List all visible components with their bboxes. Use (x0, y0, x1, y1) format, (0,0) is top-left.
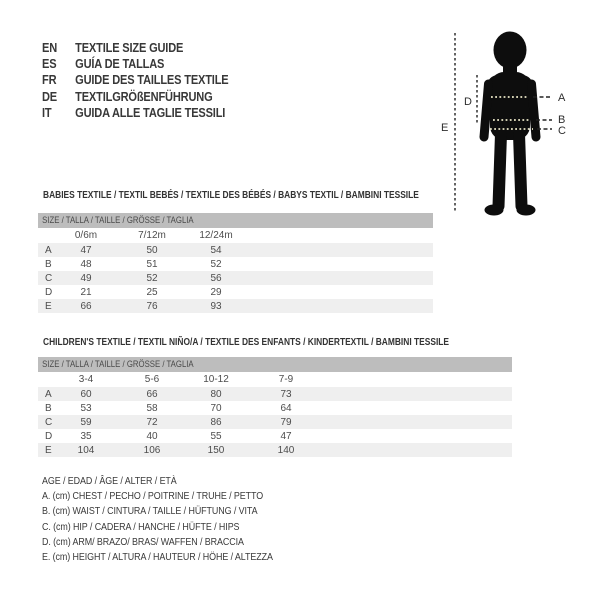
row-label: D (45, 430, 53, 442)
children-size-header-bar (38, 357, 512, 372)
lang-row-de (42, 89, 228, 105)
children-table-title: CHILDREN'S TEXTILE / TEXTIL NIÑO/A / TEXTILE DES ENFANTS / KINDERTEXTIL / BAMBINI TESSILE (43, 336, 450, 348)
language-title-list (42, 40, 228, 121)
cell: 150 (207, 444, 225, 456)
col-header: 7/12m (138, 230, 166, 241)
table-row (38, 443, 512, 457)
cell: 93 (210, 300, 222, 312)
cell: 52 (146, 272, 158, 284)
cell: 21 (80, 286, 92, 298)
row-label: A (45, 388, 52, 400)
row-label: E (45, 444, 52, 456)
legend-height-line: E. (cm) HEIGHT / ALTURA / HAUTEUR / HÖHE / ALTEZZA (42, 551, 273, 564)
left-leg (499, 134, 502, 206)
row-label: B (45, 402, 52, 414)
children-columns-row (38, 372, 512, 387)
lang-row-fr (42, 72, 228, 88)
row-label: C (45, 272, 53, 284)
table-row (38, 401, 512, 415)
right-leg (519, 134, 522, 206)
cell: 58 (146, 402, 158, 414)
cell: 59 (80, 416, 92, 428)
col-header: 7-9 (278, 374, 294, 385)
lang-row-it (42, 105, 228, 121)
cell: 66 (80, 300, 92, 312)
col-header: 12/24m (199, 230, 233, 241)
measurement-legend (42, 474, 273, 565)
left-foot (485, 205, 504, 216)
table-row (38, 387, 512, 401)
babies-table-title: BABIES TEXTILE / TEXTIL BEBÉS / TEXTILE DES BÉBÉS / BABYS TEXTIL / BAMBINI TESSILE (43, 189, 419, 201)
legend-arm-line: D. (cm) ARM/ BRAZO/ BRAS/ WAFFEN / BRACCIA (42, 535, 244, 548)
label-a: A (558, 92, 566, 104)
cell: 51 (146, 258, 158, 270)
size-header-label: SIZE / TALLA / TAILLE / GRÖSSE / TAGLIA (42, 359, 194, 370)
label-e: E (441, 122, 449, 134)
cell: 47 (80, 244, 92, 256)
children-size-table (38, 357, 512, 457)
legend-age-line: AGE / EDAD / ÂGE / ALTER / ETÀ (42, 475, 177, 487)
col-header: 5-6 (144, 374, 160, 385)
table-row (38, 429, 512, 443)
cell: 80 (210, 388, 222, 400)
babies-columns-row (38, 228, 433, 243)
lang-code: EN (42, 40, 58, 55)
cell: 40 (146, 430, 158, 442)
legend-waist-line: B. (cm) WAIST / CINTURA / TAILLE / HÜFTUNG / VITA (42, 505, 258, 518)
row-label: D (45, 286, 53, 298)
cell: 70 (210, 402, 222, 414)
babies-size-header-bar (38, 213, 433, 228)
cell: 55 (210, 430, 222, 442)
col-header: 0/6m (74, 230, 98, 241)
lang-label: GUÍA DE TALLAS (75, 56, 165, 72)
lang-code: IT (42, 104, 52, 120)
silhouette-body (484, 32, 536, 216)
cell: 50 (146, 244, 158, 256)
lang-label: TEXTILGRÖßENFÜHRUNG (75, 88, 213, 104)
lang-code: FR (42, 72, 57, 88)
lang-label: GUIDE DES TAILLES TEXTILE (75, 72, 229, 88)
table-row (38, 415, 512, 429)
table-row (38, 299, 433, 313)
cell: 52 (210, 258, 222, 270)
row-label: C (45, 416, 53, 428)
child-measurement-diagram (440, 20, 600, 220)
cell: 106 (143, 444, 161, 456)
cell: 49 (80, 272, 92, 284)
col-header: 10-12 (203, 374, 229, 385)
legend-chest-line: A. (cm) CHEST / PECHO / POITRINE / TRUHE / PETTO (42, 490, 264, 503)
cell: 54 (210, 244, 222, 256)
cell: 29 (210, 286, 222, 298)
cell: 104 (77, 444, 95, 456)
cell: 53 (80, 402, 92, 414)
cell: 56 (210, 272, 222, 284)
cell: 48 (80, 258, 92, 270)
cell: 60 (80, 388, 92, 400)
lang-code: DE (42, 88, 58, 104)
table-row (38, 243, 433, 257)
right-foot (517, 205, 536, 216)
size-header-label: SIZE / TALLA / TAILLE / GRÖSSE / TAGLIA (42, 215, 194, 226)
row-label: B (45, 258, 52, 270)
cell: 76 (146, 300, 158, 312)
lang-row-en (42, 40, 228, 56)
label-d: D (464, 96, 472, 108)
table-row (38, 271, 433, 285)
label-b: B (558, 114, 566, 126)
cell: 66 (146, 388, 158, 400)
child-silhouette-figure (440, 20, 600, 220)
row-label: A (45, 244, 52, 256)
lang-label: GUIDA ALLE TAGLIE TESSILI (75, 104, 226, 120)
cell: 25 (146, 286, 158, 298)
cell: 73 (280, 388, 292, 400)
left-arm (484, 84, 489, 137)
lang-label: TEXTILE SIZE GUIDE (75, 40, 184, 55)
col-header: 3-4 (78, 374, 94, 385)
cell: 72 (146, 416, 158, 428)
cell: 64 (280, 402, 292, 414)
table-row (38, 285, 433, 299)
row-label: E (45, 300, 52, 312)
cell: 86 (210, 416, 222, 428)
table-row (38, 257, 433, 271)
legend-hip-line: C. (cm) HIP / CADERA / HANCHE / HÜFTE / HIPS (42, 520, 240, 533)
lang-row-es (42, 56, 228, 72)
cell: 47 (280, 430, 292, 442)
babies-size-table (38, 213, 433, 313)
label-c: C (558, 125, 566, 137)
cell: 140 (277, 444, 295, 456)
cell: 35 (80, 430, 92, 442)
cell: 79 (280, 416, 292, 428)
lang-code: ES (42, 56, 57, 72)
